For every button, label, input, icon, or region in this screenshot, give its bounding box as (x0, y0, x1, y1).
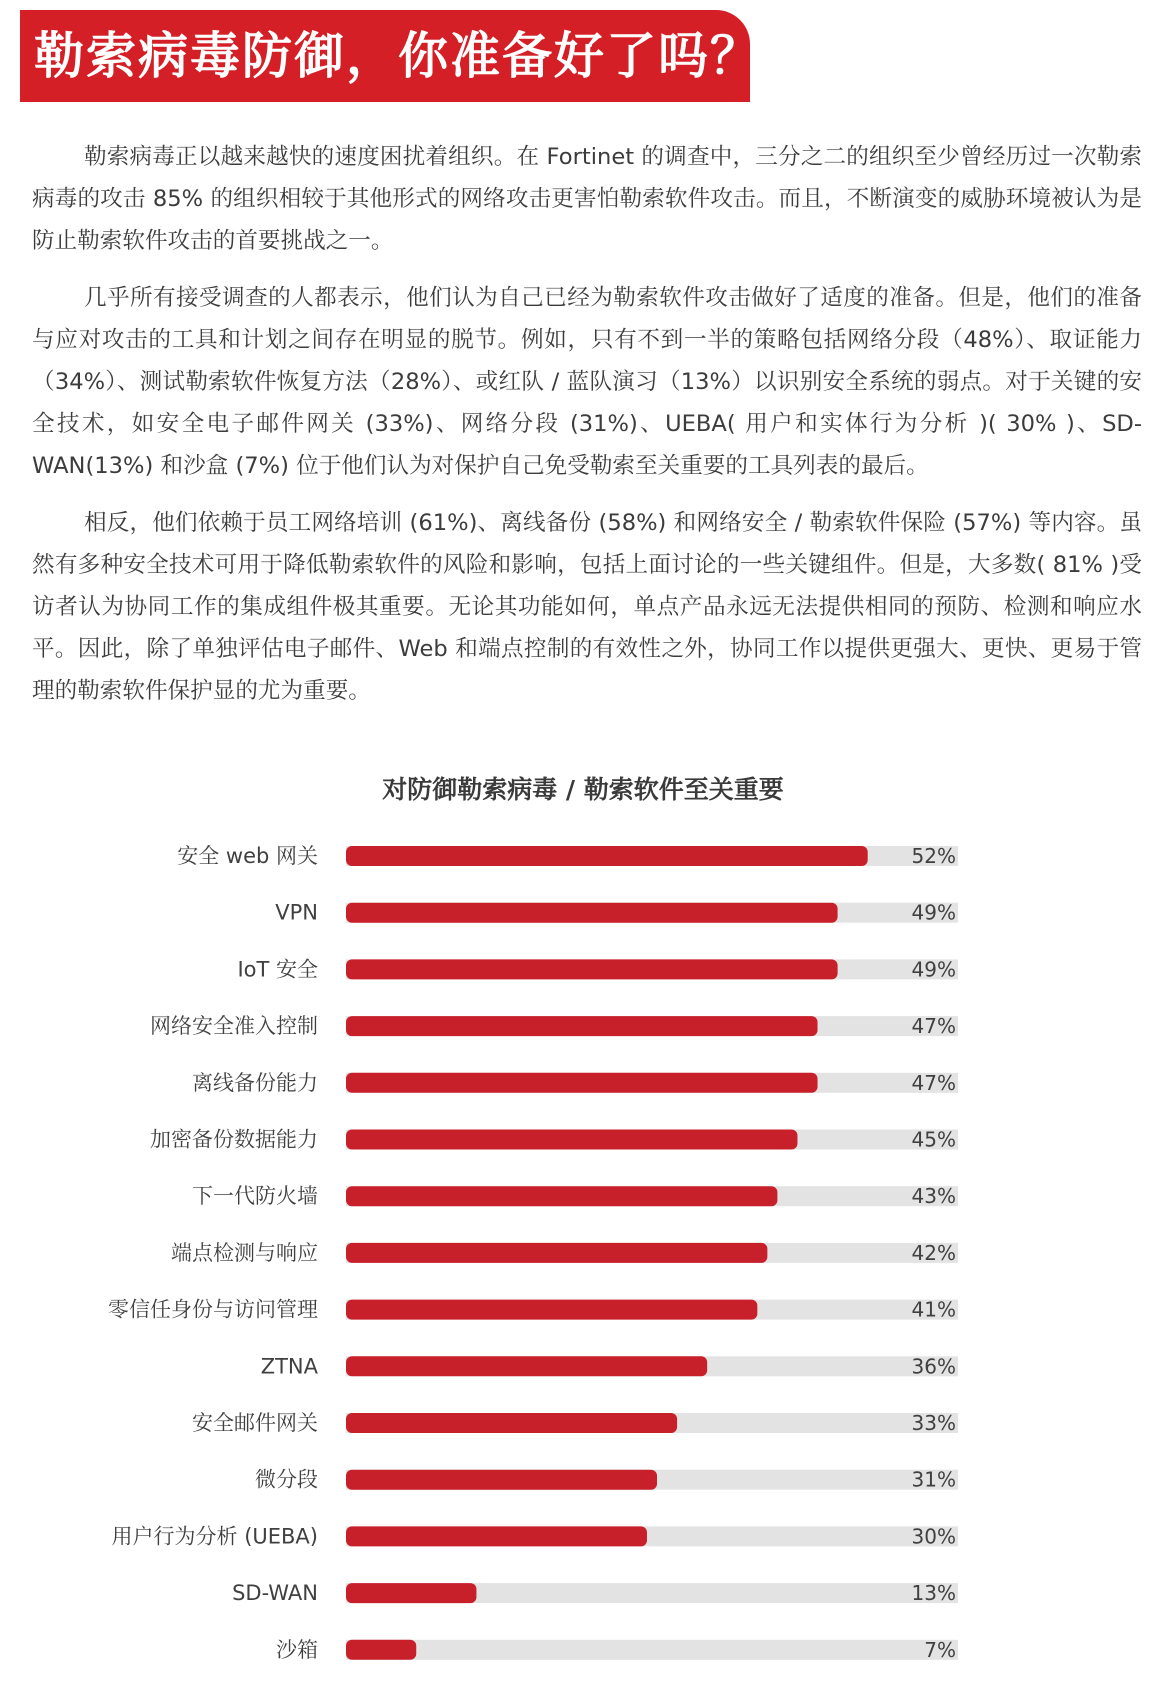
bar (346, 1073, 818, 1093)
value-label: 52% (911, 844, 956, 868)
value-label: 45% (911, 1127, 956, 1152)
page-title: 勒索病毒防御，你准备好了吗？ (34, 27, 762, 85)
value-label: 36% (911, 1354, 956, 1379)
value-label: 41% (911, 1297, 956, 1322)
bar (346, 1243, 767, 1263)
category-label: 端点检测与响应 (171, 1240, 318, 1265)
bar (346, 1526, 647, 1546)
bar (346, 1640, 416, 1660)
value-label: 30% (911, 1524, 956, 1549)
category-label: 加密备份数据能力 (150, 1127, 318, 1152)
value-label: 7% (924, 1637, 956, 1662)
category-label: VPN (275, 900, 318, 925)
category-label: ZTNA (260, 1354, 318, 1379)
paragraph-2: 几乎所有接受调查的人都表示，他们认为自己已经为勒索软件攻击做好了适度的准备。但是，他们的准备与应对攻击的工具和计划之间存在明显的脱节。例如，只有不到一半的策略包括网络分段（48%）、取证能力（34%）、测试勒索软件恢复方法（28%）、或红队 / 蓝队演习（13%）以识别安全系统的弱点。对于关键的安全技术，如安全电子邮件网关 (33%)、网络分段 (31%)、UEBA( 用户和实体行为分析 )( 30% )、SD-WAN(13%) 和沙盒 (7%) 位于他们认为对保护自己免受勒索至关重要的工具列表的最后。 (32, 285, 1142, 479)
bar (346, 1356, 707, 1376)
category-label: 离线备份能力 (192, 1070, 318, 1095)
bar (346, 1186, 777, 1206)
value-label: 47% (911, 1070, 956, 1095)
category-label: SD-WAN (232, 1581, 318, 1606)
category-label: 下一代防火墙 (192, 1184, 318, 1209)
bar (346, 1016, 818, 1036)
category-label: 网络安全准入控制 (150, 1014, 318, 1039)
bar (346, 903, 838, 923)
value-label: 47% (911, 1014, 956, 1039)
value-label: 49% (911, 957, 956, 982)
bar (346, 1300, 757, 1320)
category-label: 用户行为分析 (UEBA) (111, 1524, 318, 1549)
bar (346, 1130, 797, 1150)
value-label: 43% (911, 1184, 956, 1209)
category-label: 安全邮件网关 (192, 1411, 318, 1435)
chart-title: 对防御勒索病毒 / 勒索软件至关重要 (382, 775, 784, 804)
category-label: 微分段 (255, 1467, 318, 1492)
category-label: 安全 web 网关 (177, 844, 318, 868)
category-label: 零信任身份与访问管理 (108, 1297, 318, 1322)
category-label: IoT 安全 (237, 957, 318, 982)
bar (346, 959, 838, 979)
paragraph-1: 勒索病毒正以越来越快的速度困扰着组织。在 Fortinet 的调查中，三分之二的组织至少曾经历过一次勒索病毒的攻击 85% 的组织相较于其他形式的网络攻击更害怕勒索软件攻击。而且，不断演变的威胁环境被认为是防止勒索软件攻击的首要挑战之一。 (32, 144, 1142, 254)
value-label: 13% (911, 1581, 956, 1606)
value-label: 49% (911, 900, 956, 925)
bar-track (346, 1637, 958, 1662)
paragraph-3: 相反，他们依赖于员工网络培训 (61%)、离线备份 (58%) 和网络安全 / 勒索软件保险 (57%) 等内容。虽然有多种安全技术可用于降低勒索软件的风险和影响，包括上面讨论的一些关键组件。但是，大多数( 81% )受访者认为协同工作的集成组件极其重要。无论其功能如何，单点产品永远无法提供相同的预防、检测和响应水平。因此，除了单独评估电子邮件、Web 和端点控制的有效性之外，协同工作以提供更强大、更快、更易于管理的勒索软件保护显的尤为重要。 (32, 510, 1142, 704)
bar (346, 1413, 677, 1433)
bar (346, 1583, 476, 1603)
value-label: 33% (911, 1411, 956, 1435)
value-label: 31% (911, 1467, 956, 1492)
category-label: 沙箱 (276, 1637, 318, 1662)
value-label: 42% (911, 1240, 956, 1265)
bar (346, 1470, 657, 1490)
bar (346, 846, 868, 866)
